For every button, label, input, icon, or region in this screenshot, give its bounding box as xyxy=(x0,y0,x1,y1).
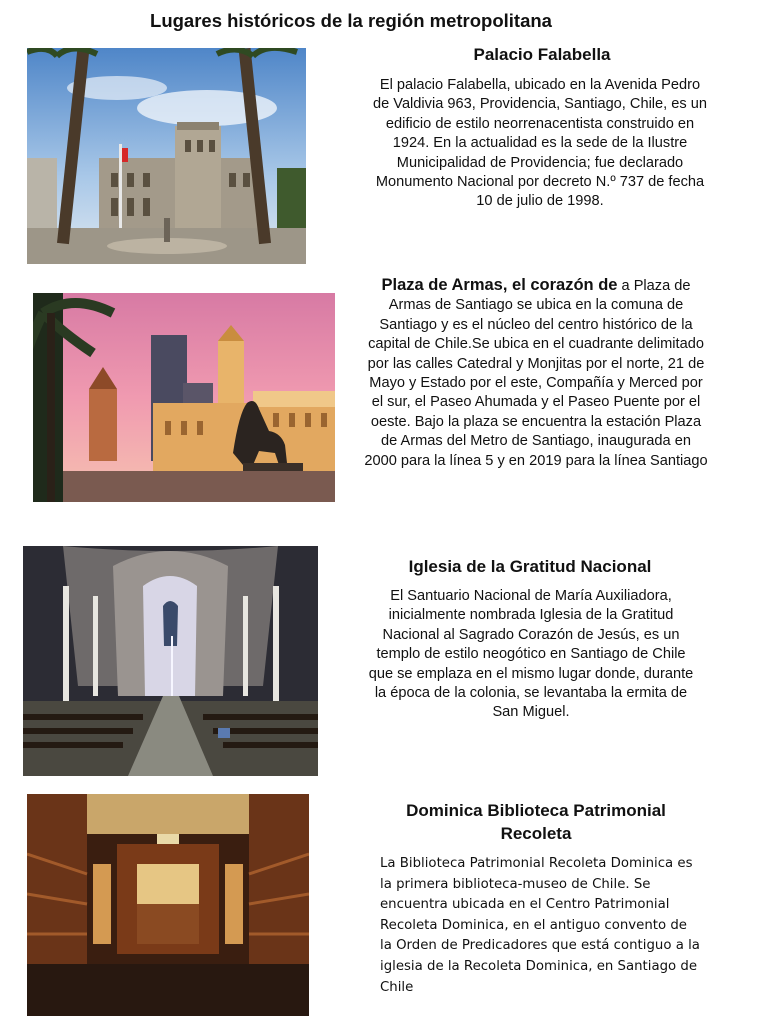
section-body-plaza-de-armas-text: a Plaza de Armas de Santiago se ubica en la comuna de Santiago y es el núcleo del centro histórico de la capital de Chile.Se ubica en el cuadrante delimitado por las calles Catedral y Monjitas por el norte, 21 de Mayo y Estado por el este, Compañía y Merced por el sur, el Paseo Ahumada y el Paseo Puente por el oeste. Bajo la plaza se encuentra la estación Plaza de Armas del Metro de Santiago, inaugurada en 2000 para la línea 5 y en 2019 para la línea Santiago xyxy=(364,278,708,469)
section-heading-biblioteca-recoleta: Dominica Biblioteca Patrimonial Recoleta xyxy=(406,801,666,843)
section-lead-plaza-de-armas: Plaza de Armas, el corazón de xyxy=(381,276,618,294)
biblioteca-recoleta-photo xyxy=(27,794,309,1016)
plaza-de-armas-photo xyxy=(33,293,335,502)
section-body-iglesia-gratitud-nacional: El Santuario Nacional de María Auxiliadora, inicialmente nombrada Iglesia de la Gratitud Nacional al Sagrado Corazón de Jesús, es un templo de estilo neogótico en Santiago de Chile que se emplaza en el mismo lugar donde, durante la época de la colonia, se levantaba la ermita de San Miguel. xyxy=(368,588,694,721)
section-heading-iglesia-gratitud-nacional: Iglesia de la Gratitud Nacional xyxy=(408,557,652,576)
section-heading-palacio-falabella: Palacio Falabella xyxy=(473,45,611,64)
palacio-falabella-photo xyxy=(27,48,306,264)
section-body-plaza-de-armas xyxy=(364,276,708,471)
page-title: Lugares históricos de la región metropolitana xyxy=(150,10,552,31)
section-body-palacio-falabella: El palacio Falabella, ubicado en la Avenida Pedro de Valdivia 963, Providencia, Santiago, Chile, es un edificio de estilo neorrenacentista construido en 1924. En la actualidad es la sede de la Ilustre Municipalidad de Providencia; fue declarado Monumento Nacional por decreto N.º 737 de fecha 10 de julio de 1998. xyxy=(373,77,707,210)
section-body-biblioteca-recoleta: La Biblioteca Patrimonial Recoleta Dominica es la primera biblioteca-museo de Chile. Se encuentra ubicada en el Centro Patrimonial Recoleta Dominica, en el antiguo convento de la Orden de Predicadores que está contiguo a la iglesia de la Recoleta Dominica, en Santiago de Chile xyxy=(380,856,700,995)
iglesia-gratitud-nacional-photo xyxy=(23,546,318,776)
